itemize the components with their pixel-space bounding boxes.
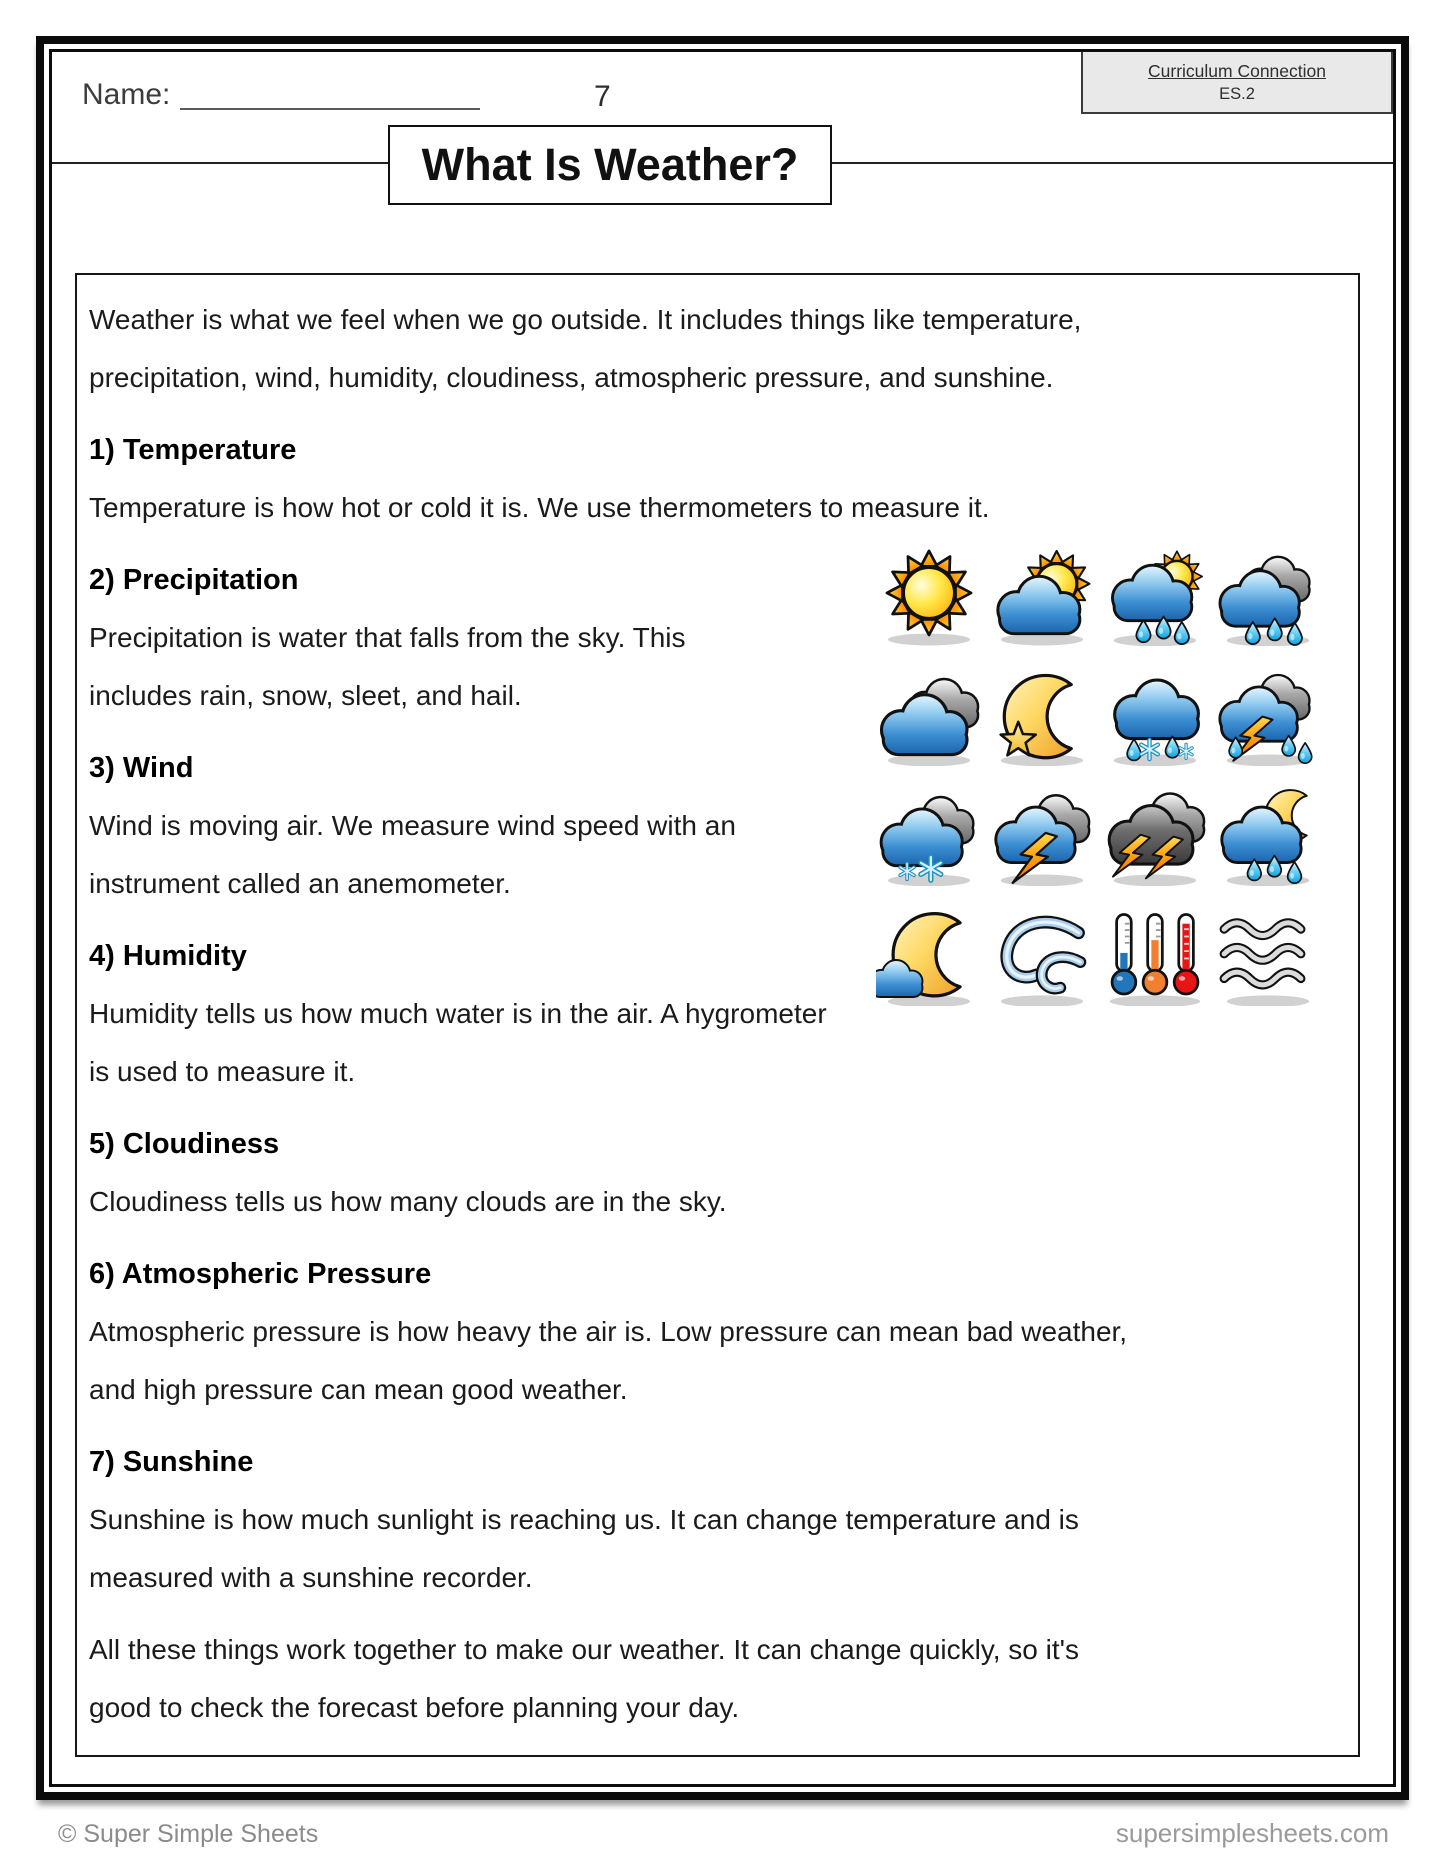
name-label: Name: [82, 78, 171, 111]
wind-waves-icon [1211, 905, 1324, 1009]
cloudy-icon [872, 665, 985, 769]
snow-icon [872, 785, 985, 889]
weather-icons-grid [872, 545, 1324, 1009]
curriculum-connection-box [1081, 52, 1393, 114]
thunderstorm-rain-icon [1211, 665, 1324, 769]
footer-copyright: © Super Simple Sheets [58, 1820, 319, 1848]
intro-paragraph: Weather is what we feel when we go outside. It includes things like temperature, precipitation, wind, humidity, cloudiness, atmospheric pressure, and sunshine. [89, 304, 1082, 393]
name-blank-line [180, 80, 480, 110]
section-cloudiness [89, 1115, 1332, 1231]
section-heading: 1) Temperature [89, 434, 297, 466]
sleet-icon [1098, 665, 1211, 769]
wind-gust-icon [985, 905, 1098, 1009]
curriculum-title: Curriculum Connection [1148, 61, 1326, 81]
curriculum-code: ES.2 [1219, 85, 1255, 103]
moon-cloud-icon [872, 905, 985, 1009]
thermometers-icon [1098, 905, 1211, 1009]
section-heading: 6) Atmospheric Pressure [89, 1258, 432, 1290]
section-heading: 3) Wind [89, 752, 194, 784]
partly-cloudy-icon [985, 545, 1098, 649]
section-body: Sunshine is how much sunlight is reaching us. It can change temperature and is measured with a sunshine recorder. [89, 1504, 1079, 1593]
section-body: Humidity tells us how much water is in the air. A hygrometer is used to measure it. [89, 998, 827, 1087]
section-body: Cloudiness tells us how many clouds are in the sky. [89, 1186, 727, 1217]
closing-paragraph: All these things work together to make our weather. It can change quickly, so it's good to check the forecast before planning your day. [89, 1634, 1080, 1723]
section-body: Atmospheric pressure is how heavy the air is. Low pressure can mean bad weather, and high pressure can mean good weather. [89, 1316, 1128, 1405]
severe-thunderstorm-icon [1098, 785, 1211, 889]
section-atmospheric-pressure [89, 1245, 1332, 1419]
page-title: What Is Weather? [421, 139, 799, 190]
section-heading: 5) Cloudiness [89, 1128, 280, 1160]
footer-website: supersimplesheets.com [1115, 1818, 1389, 1848]
section-body: Wind is moving air. We measure wind speed with an instrument called an anemometer. [89, 810, 736, 899]
section-heading: 4) Humidity [89, 940, 247, 972]
worksheet-title-box [388, 125, 832, 205]
section-sunshine [89, 1433, 1332, 1607]
page-number: 7 [594, 80, 611, 113]
closing-paragraph-block [89, 1621, 1332, 1737]
thunderstorm-icon [985, 785, 1098, 889]
sun-shower-icon [1098, 545, 1211, 649]
rain-icon [1211, 545, 1324, 649]
section-body: Precipitation is water that falls from the sky. This includes rain, snow, sleet, and hail. [89, 622, 686, 711]
night-rain-icon [1211, 785, 1324, 889]
section-temperature [89, 421, 1332, 537]
section-body: Temperature is how hot or cold it is. We use thermometers to measure it. [89, 492, 990, 523]
section-heading: 2) Precipitation [89, 564, 299, 596]
page-frame [36, 36, 1409, 1800]
sunny-icon [872, 545, 985, 649]
moon-star-icon [985, 665, 1098, 769]
section-heading: 7) Sunshine [89, 1446, 254, 1478]
name-field-row [82, 78, 480, 112]
content-box [75, 273, 1360, 1757]
page-frame-inner [49, 49, 1396, 1787]
